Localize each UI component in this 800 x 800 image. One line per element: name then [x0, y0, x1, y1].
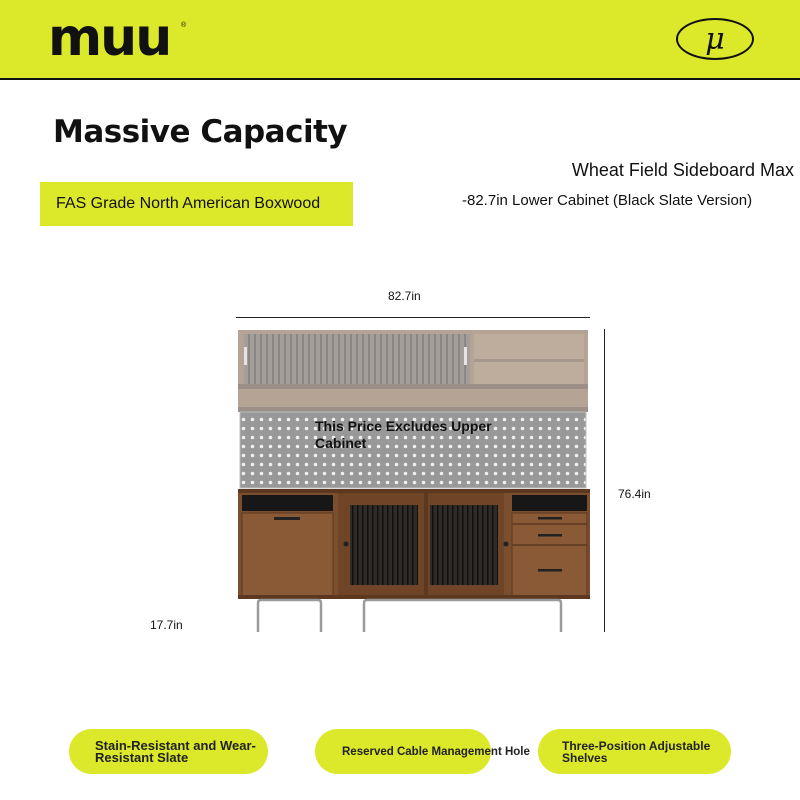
price-note: This Price Excludes Upper Cabinet [315, 418, 492, 451]
brand-logo[interactable]: muu [48, 8, 171, 68]
mu-badge-icon [676, 18, 754, 60]
material-tag-label: FAS Grade North American Boxwood [56, 195, 321, 212]
feature-pill-shelves [538, 729, 731, 774]
height-dimension-line [604, 329, 605, 632]
header-bar [0, 0, 800, 80]
upper-cabinet [238, 330, 588, 412]
registered-mark: ® [181, 22, 187, 29]
material-tag [40, 182, 353, 226]
feature-label: Stain-Resistant and Wear-Resistant Slate [95, 737, 256, 765]
height-dimension-label: 76.4in [618, 487, 651, 501]
sideboard-illustration [230, 325, 600, 635]
product-variant: -82.7in Lower Cabinet (Black Slate Version) [462, 192, 753, 209]
feature-pill-cable-hole [315, 729, 530, 774]
width-dimension-label: 82.7in [388, 289, 421, 303]
lower-cabinet [238, 489, 590, 599]
feature-label: Three-Position Adjustable Shelves [562, 738, 711, 765]
feature-pill-slate [69, 729, 268, 774]
steel-legs [258, 600, 561, 632]
depth-dimension-label: 17.7in [150, 618, 183, 632]
feature-label: Reserved Cable Management Hole [342, 745, 530, 758]
page-title: Massive Capacity [53, 114, 348, 150]
mu-glyph: μ [705, 21, 725, 57]
product-name: Wheat Field Sideboard Max [571, 160, 794, 180]
width-dimension-line [236, 317, 590, 318]
